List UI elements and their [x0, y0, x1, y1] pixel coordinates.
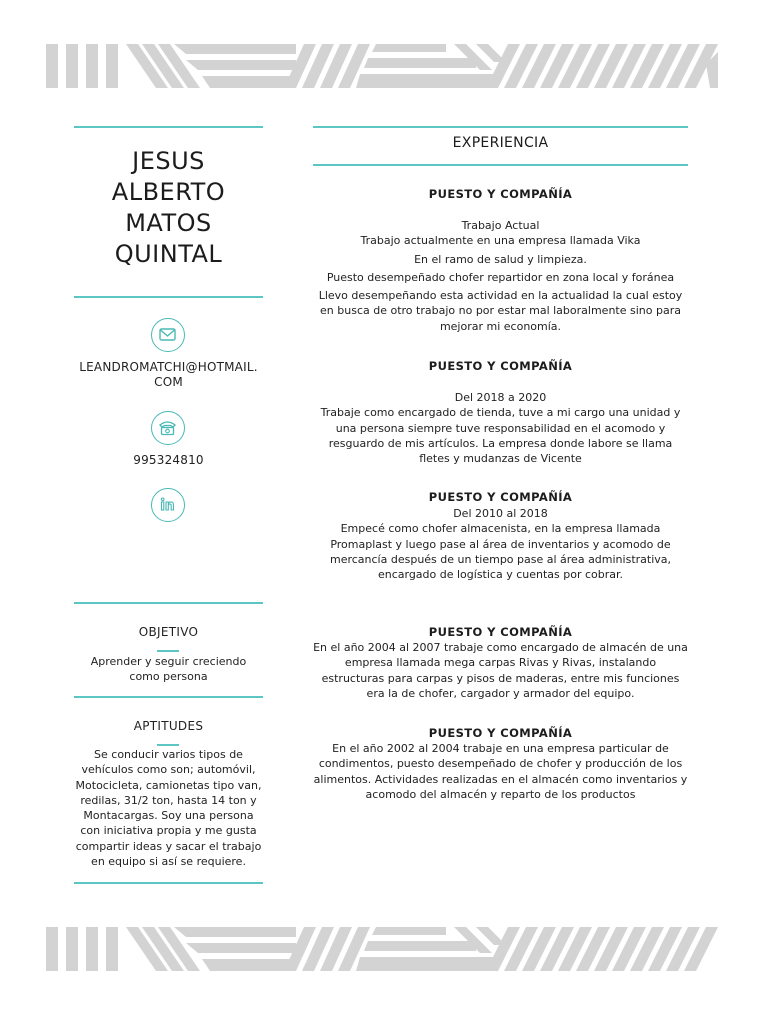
- job-line: Del 2018 a 2020: [454, 391, 547, 404]
- left-bottom-rule: [74, 882, 263, 884]
- job-title: PUESTO Y COMPAÑÍA: [428, 187, 573, 201]
- job-line: Llevo desempeñando esta actividad en la actualidad la cual estoy en busca de otro trabajo no por estar mal laboralmente sino para mejorar mi economía.: [318, 289, 683, 333]
- email-text: LEANDROMATCHI@HOTMAIL. COM: [79, 360, 258, 389]
- name-line: MATOS: [125, 209, 212, 237]
- phone-text: 995324810: [133, 453, 204, 467]
- envelope-icon: [151, 318, 185, 352]
- job-line: Del 2010 al 2018: [453, 507, 548, 520]
- candidate-name: [74, 146, 263, 270]
- linkedin-icon[interactable]: [151, 488, 185, 522]
- job-line: Trabajo Actual: [461, 219, 540, 232]
- name-line: QUINTAL: [114, 240, 223, 268]
- job-line: En el ramo de salud y limpieza.: [414, 252, 587, 266]
- right-title-rule: [313, 164, 688, 166]
- job-line: Puesto desempeñado chofer repartidor en zona local y foránea: [326, 270, 675, 284]
- top-stripe-band: [46, 44, 718, 88]
- telephone-icon: [151, 411, 185, 445]
- job-line: Trabaje como encargado de tienda, tuve a mi cargo una unidad y una persona siempre tuve responsabilidad en el acomodo y resguardo de mis artículos. La empresa donde labore se llama fletes y mudanzas de Vicente: [320, 406, 681, 466]
- skills-title: APTITUDES: [133, 719, 204, 733]
- job-description: [313, 218, 688, 334]
- job-line: En el año 2004 al 2007 trabaje como encargado de almacén de una empresa llamada mega carpas Rivas y Rivas, instalando estructuras para carpas y pisos de maderas, entre mis funciones era la de chofer, cargador y armador del equipo.: [313, 641, 688, 700]
- left-name-rule: [74, 296, 263, 298]
- left-objective-rule: [74, 696, 263, 698]
- skills-title-underline: [157, 744, 179, 746]
- job-title: PUESTO Y COMPAÑÍA: [428, 726, 573, 740]
- job-title: PUESTO Y COMPAÑÍA: [428, 625, 573, 639]
- skills-text: Se conducir varios tipos de vehículos como son; automóvil, Motocicleta, camionetas tipo van, redilas, 31/2 ton, hasta 14 ton y Montacargas. Soy una persona con iniciativa propia y me gusta compartir ideas y sacar el trabajo en equipo si así se requiere.: [75, 748, 262, 869]
- job-description: [313, 390, 688, 466]
- job-description: [313, 506, 688, 582]
- job-title: PUESTO Y COMPAÑÍA: [428, 490, 573, 504]
- left-top-rule: [74, 126, 263, 128]
- bottom-stripe-band: [46, 927, 718, 971]
- name-line: ALBERTO: [111, 178, 226, 206]
- name-line: JESUS: [132, 147, 205, 175]
- job-description: [313, 640, 688, 701]
- experience-title: EXPERIENCIA: [452, 135, 549, 151]
- job-line: Empecé como chofer almacenista, en la empresa llamada Promaplast y luego pase al área de inventarios y acomodo de mercancía después de un tiempo pase al área administrativa, encargado de logística y cuentas por cobrar.: [329, 522, 672, 582]
- job-description: [313, 741, 688, 802]
- left-contact-rule: [74, 602, 263, 604]
- job-line: Trabajo actualmente en una empresa llamada Vika: [360, 234, 641, 248]
- job-title: PUESTO Y COMPAÑÍA: [428, 359, 573, 373]
- objective-title-underline: [157, 650, 179, 652]
- job-line: En el año 2002 al 2004 trabaje en una empresa particular de condimentos, puesto desempeñado de chofer y producción de los alimentos. Actividades realizadas en el almacén como inventarios y acomodo del almacén y reparto de los productos: [313, 742, 688, 801]
- objective-text: Aprender y seguir creciendo como persona: [90, 655, 247, 684]
- objective-title: OBJETIVO: [138, 625, 199, 639]
- right-top-rule: [313, 126, 688, 128]
